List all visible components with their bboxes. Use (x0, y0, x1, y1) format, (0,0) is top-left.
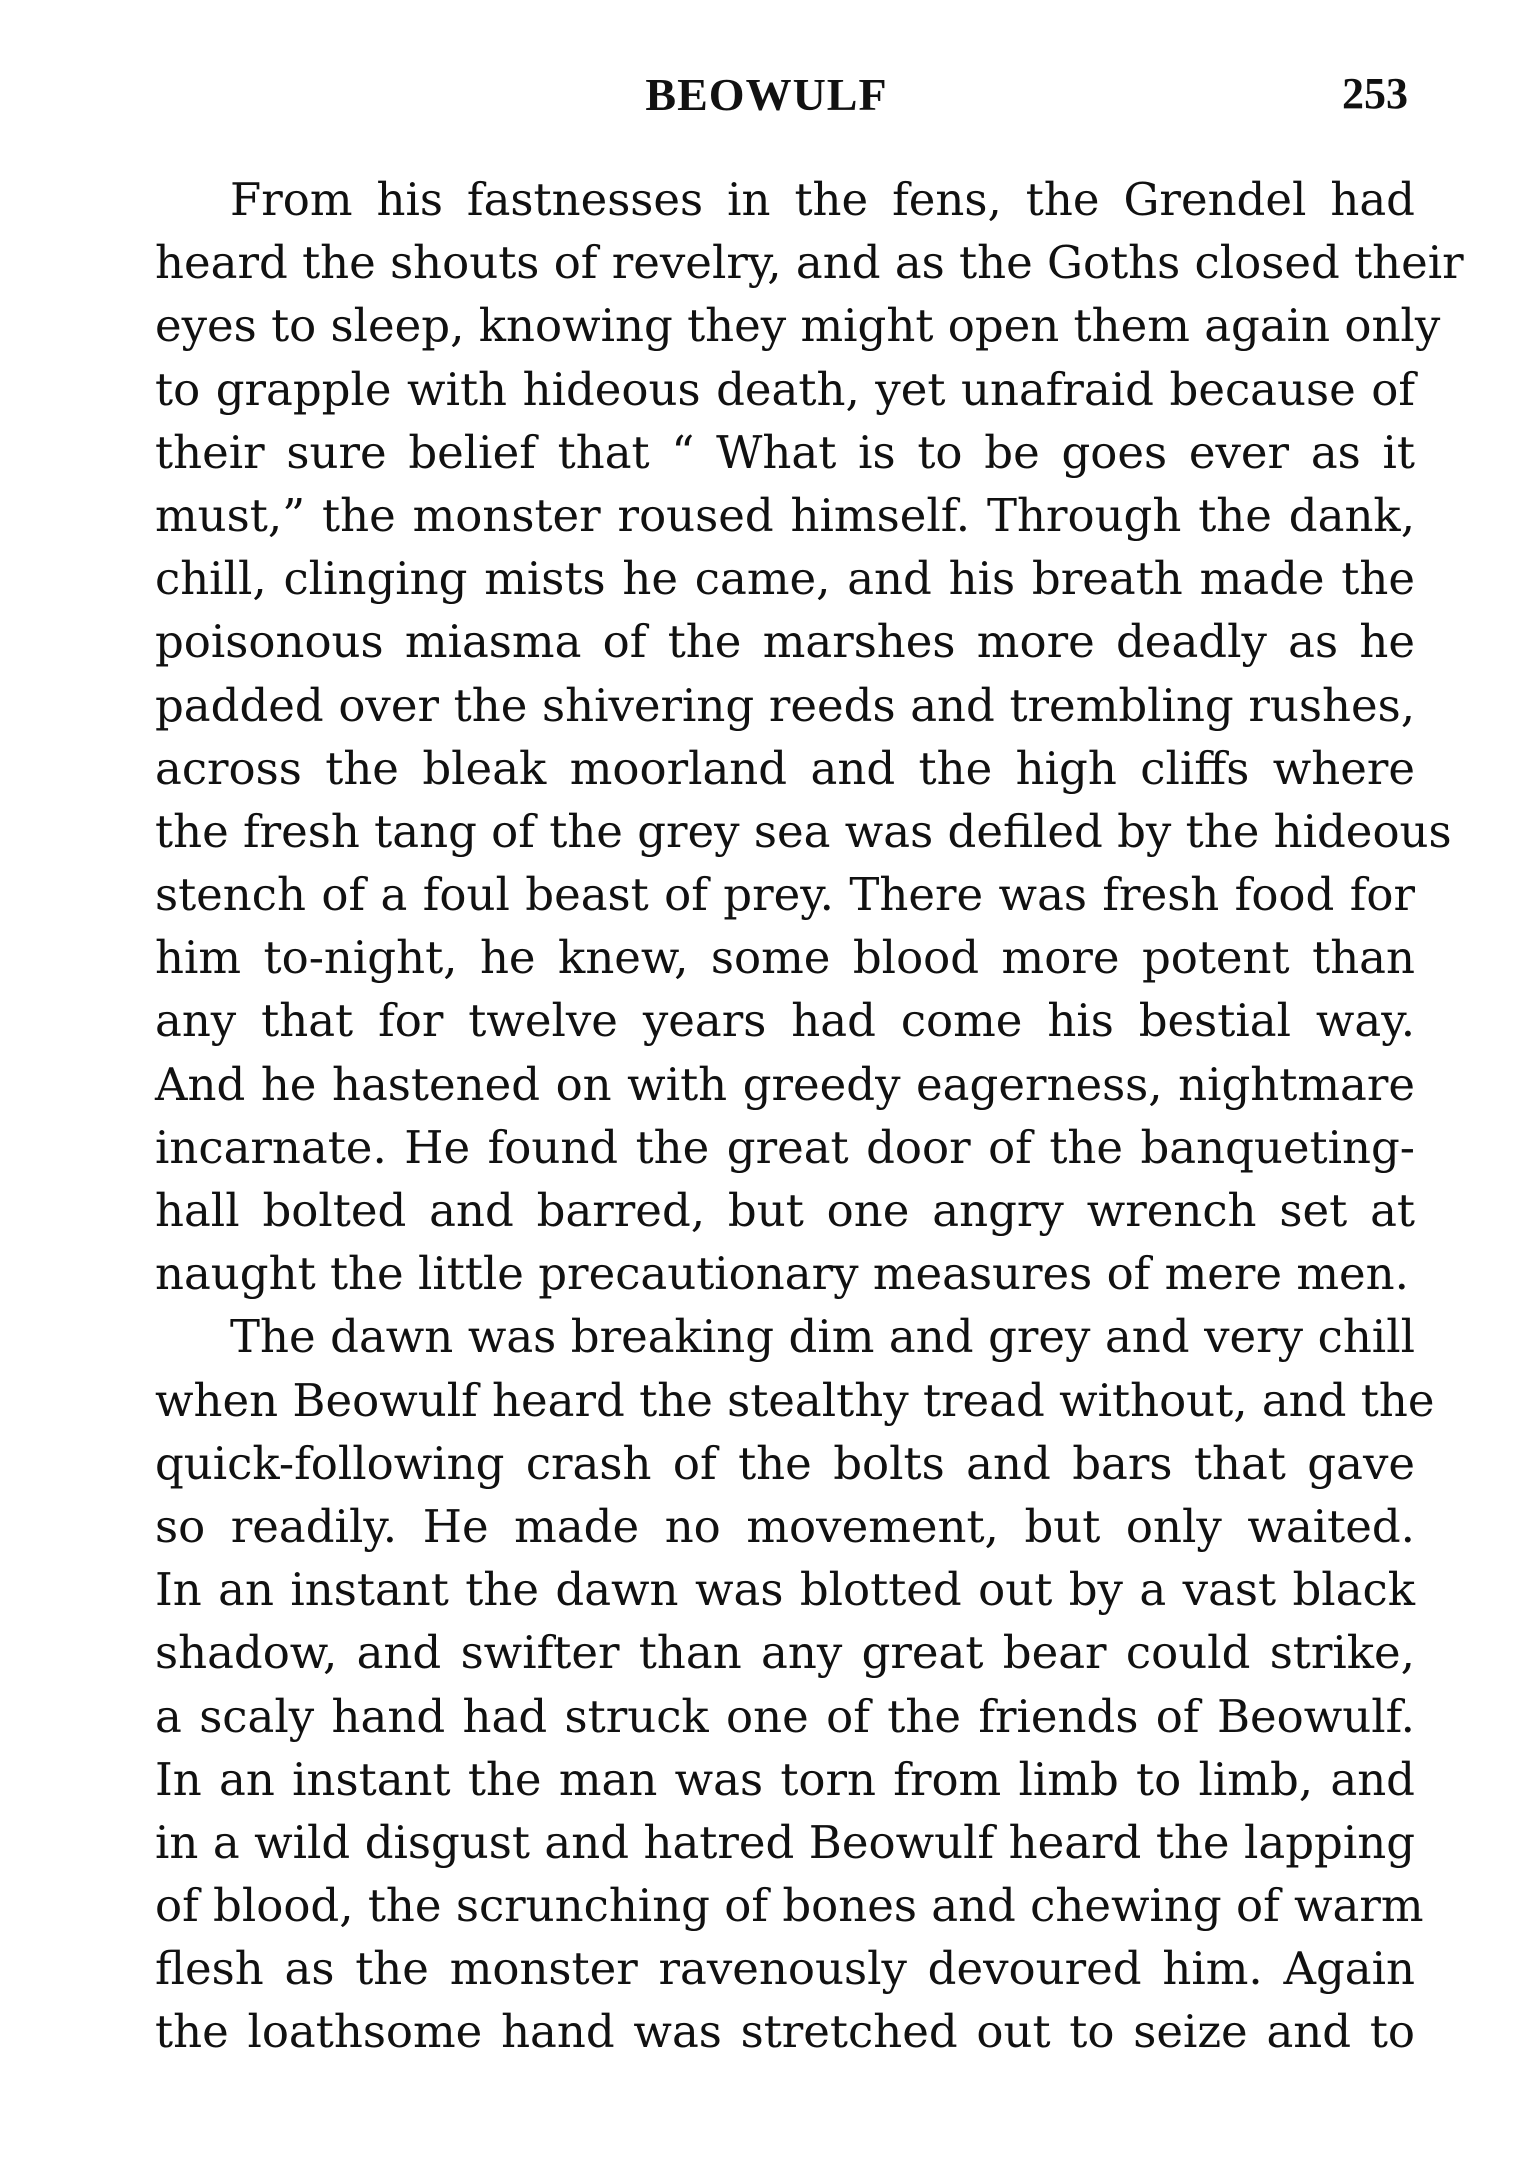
text-line: naught the little precautionary measures of mere men. (155, 1247, 1409, 1301)
text-line: quick-following crash of the bolts and bars that gave (155, 1436, 1415, 1490)
text-line: eyes to sleep, knowing they might open them again only (155, 299, 1441, 353)
text-line: in a wild disgust and hatred Beowulf heard the lapping (155, 1815, 1415, 1869)
text-line: to grapple with hideous death, yet unafraid because of (155, 362, 1415, 416)
text-line: a scaly hand had struck one of the friends of Beowulf. (155, 1689, 1415, 1743)
text-line: flesh as the monster ravenously devoured him. Again (155, 1942, 1415, 1996)
page-number: 253 (1342, 69, 1408, 118)
text-line: In an instant the dawn was blotted out by a vast black (155, 1563, 1415, 1617)
text-line: him to-night, he knew, some blood more potent than (155, 931, 1415, 985)
paragraph (155, 1305, 1435, 2063)
text-line: must,” the monster roused himself. Through the dank, (155, 488, 1415, 542)
text-line: And he hastened on with greedy eagerness, nightmare (155, 1057, 1415, 1111)
text-line: The dawn was breaking dim and grey and very chill (230, 1310, 1415, 1364)
text-line: From his fastnesses in the fens, the Grendel had (230, 173, 1415, 226)
text-line: their sure belief that “ What is to be goes ever as it (155, 425, 1415, 479)
text-line: padded over the shivering reeds and trembling rushes, (155, 678, 1415, 732)
text-line: heard the shouts of revelry, and as the Goths closed their (155, 236, 1464, 290)
text-line: chill, clinging mists he came, and his breath made the (155, 552, 1415, 606)
text-line: hall bolted and barred, but one angry wrench set at (155, 1184, 1415, 1237)
text-line: of blood, the scrunching of bones and chewing of warm (155, 1879, 1424, 1933)
text-line: incarnate. He found the great door of the banqueting- (155, 1120, 1415, 1174)
text-line: across the bleak moorland and the high cliffs where (155, 741, 1415, 795)
text-line: poisonous miasma of the marshes more deadly as he (155, 615, 1415, 669)
running-title: BEOWULF (645, 69, 888, 120)
running-head (0, 68, 1533, 128)
text-line: the fresh tang of the grey sea was defiled by the hideous (155, 804, 1452, 858)
body-text (155, 168, 1464, 2064)
text-line: shadow, and swifter than any great bear could strike, (155, 1626, 1415, 1680)
text-line: when Beowulf heard the stealthy tread without, and the (155, 1373, 1435, 1427)
text-line: stench of a foul beast of prey. There was fresh food for (155, 868, 1415, 922)
paragraph (155, 168, 1464, 1305)
text-line: so readily. He made no movement, but only waited. (155, 1499, 1415, 1553)
text-line: the loathsome hand was stretched out to seize and to (155, 2005, 1415, 2059)
text-line: any that for twelve years had come his bestial way. (155, 994, 1415, 1048)
text-line: In an instant the man was torn from limb to limb, and (155, 1752, 1415, 1806)
